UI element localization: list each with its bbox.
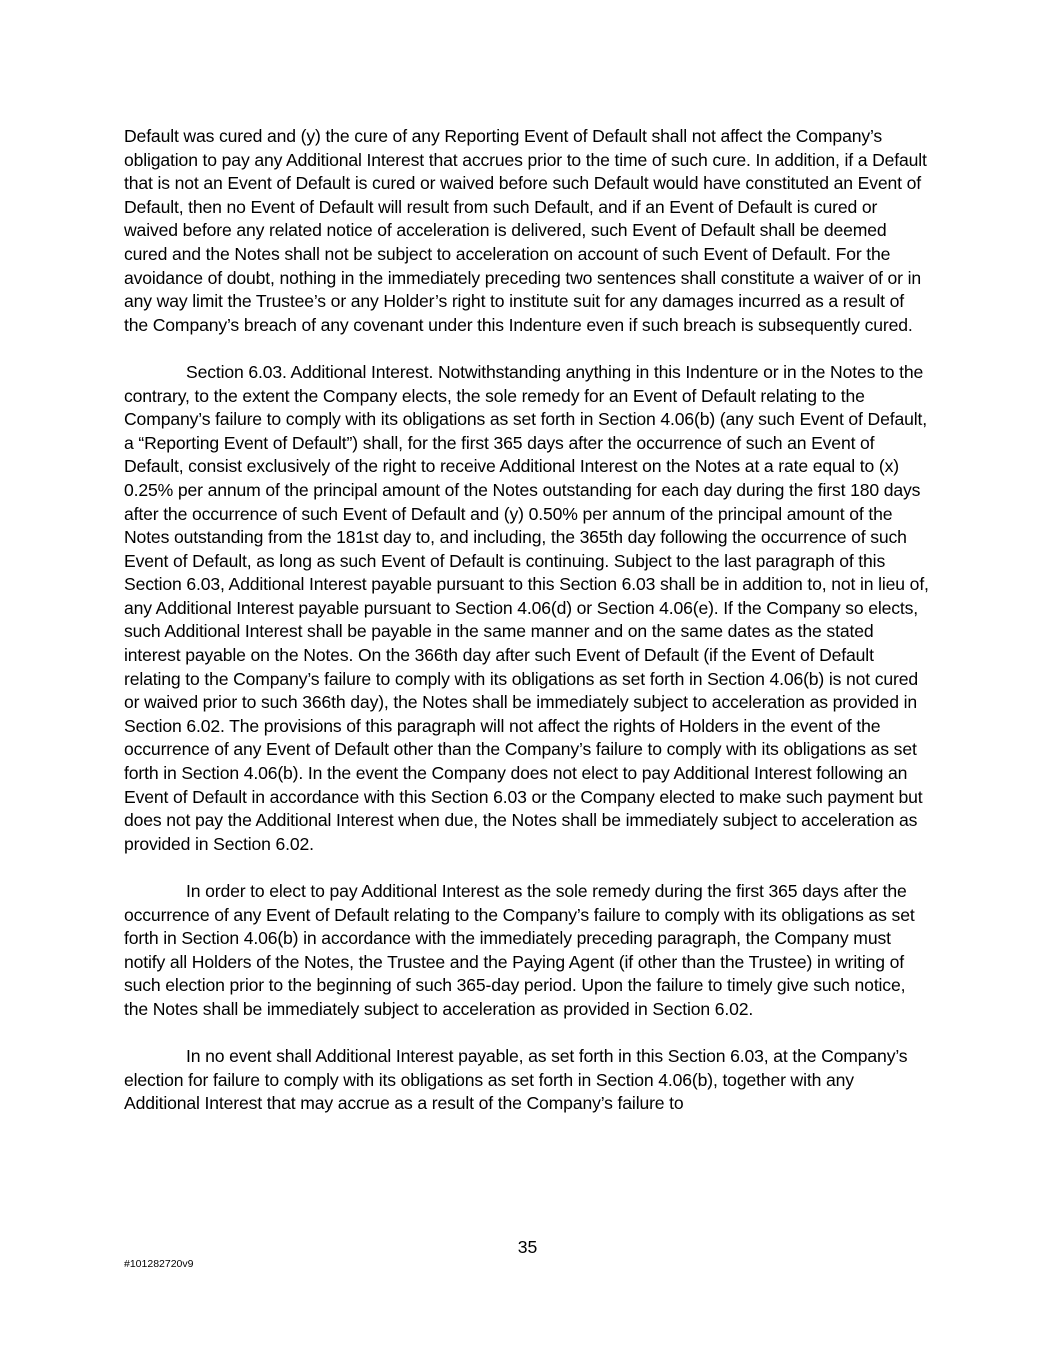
paragraph-election-notice: In order to elect to pay Additional Interest as the sole remedy during the first 365 days after the occurrence of any Event of Default relating to the Company’s failure to comply with its obligations as set forth in Section 4.06(b) in accordance with the immediately preceding paragraph, the Company must notify all Holders of the Notes, the Trustee and the Paying Agent (if other than the Trustee) in writing of such election prior to the beginning of such 365-day period. Upon the failure to timely give such notice, the Notes shall be immediately subject to acceleration as provided in Section 6.02. (124, 881, 915, 1019)
page-number: 35 (517, 1237, 538, 1257)
paragraph-continuation: Default was cured and (y) the cure of any Reporting Event of Default shall not affect the Company’s obligation to pay any Additional Interest that accrues prior to the time of such cure. In addition, if a Default that is not an Event of Default is cured or waived before such Default would have constituted an Event of Default, then no Event of Default will result from such Default, and if an Event of Default is cured or waived before any related notice of acceleration is delivered, such Event of Default shall be deemed cured and the Notes shall not be subject to acceleration on account of such Event of Default. For the avoidance of doubt, nothing in the immediately preceding two sentences shall constitute a waiver of or in any way limit the Trustee’s or any Holder’s right to institute suit for any damages incurred as a result of the Company’s breach of any covenant under this Indenture even if such breach is subsequently cured. (124, 126, 927, 335)
paragraph-section-6-03: Section 6.03. Additional Interest. Notwithstanding anything in this Indenture or in the Notes to the contrary, to the extent the Company elects, the sole remedy for an Event of Default relating to the Company’s failure to comply with its obligations as set forth in Section 4.06(b) (any such Event of Default, a “Reporting Event of Default”) shall, for the first 365 days after the occurrence of such an Event of Default, consist exclusively of the right to receive Additional Interest on the Notes at a rate equal to (x) 0.25% per annum of the principal amount of the Notes outstanding for each day during the first 180 days after the occurrence of such Event of Default and (y) 0.50% per annum of the principal amount of the Notes outstanding from the 181st day to, and including, the 365th day following the occurrence of such Event of Default, as long as such Event of Default is continuing. Subject to the last paragraph of this Section 6.03, Additional Interest payable pursuant to this Section 6.03 shall be in addition to, not in lieu of, any Additional Interest payable pursuant to Section 4.06(d) or Section 4.06(e). If the Company so elects, such Additional Interest shall be payable in the same manner and on the same dates as the stated interest payable on the Notes. On the 366th day after such Event of Default (if the Event of Default relating to the Company’s failure to comply with its obligations as set forth in Section 4.06(b) is not cured or waived prior to such 366th day), the Notes shall be immediately subject to acceleration as provided in Section 6.02. The provisions of this paragraph will not affect the rights of Holders in the event of the occurrence of any Event of Default other than the Company’s failure to comply with its obligations as set forth in Section 4.06(b). In the event the Company does not elect to pay Additional Interest following an Event of Default in accordance with this Section 6.03 or the Company elected to make such payment but does not pay the Additional Interest when due, the Notes shall be immediately subject to acceleration as provided in Section 6.02. (124, 361, 929, 854)
paragraph-additional-interest-limit: In no event shall Additional Interest payable, as set forth in this Section 6.03, at the Company’s election for failure to comply with its obligations as set forth in Section 4.06(b), together with any Additional Interest that may accrue as a result of the Company’s failure to (124, 1046, 908, 1114)
document-body (124, 125, 932, 1116)
document-id: #101282720v9 (124, 1258, 194, 1270)
